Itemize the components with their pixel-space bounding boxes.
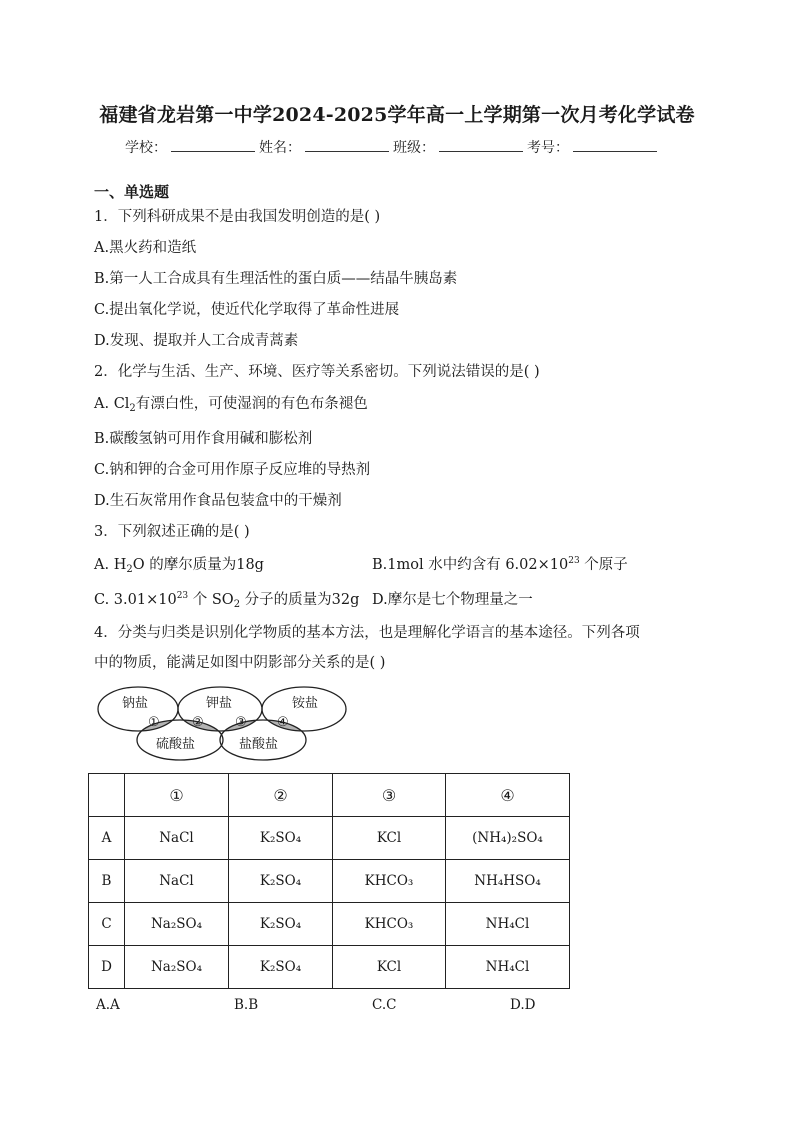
table-header-cell: ④ [446, 774, 570, 817]
answer-choice-d: D.D [510, 997, 536, 1013]
q3-option-d: D.摩尔是七个物理量之一 [372, 592, 533, 608]
q3-a-prefix: A. H [94, 557, 127, 573]
q2-option-d: D.生石灰常用作食品包装盒中的干燥剂 [94, 493, 342, 509]
q1-option-b: B.第一人工合成具有生理活性的蛋白质——结晶牛胰岛素 [94, 271, 458, 287]
venn-marker-4: ④ [277, 715, 289, 730]
venn-label-ammonium: 铵盐 [292, 696, 319, 711]
q2-option-b: B.碳酸氢钠可用作食用碱和膨松剂 [94, 431, 313, 447]
q1-stem: 1．下列科研成果不是由我国发明创造的是( ) [94, 209, 381, 225]
q1-option-d: D.发现、提取并人工合成青蒿素 [94, 333, 299, 349]
q1-option-c: C.提出氧化学说，使近代化学取得了革命性进展 [94, 302, 400, 318]
q4-stem-line1: 4．分类与归类是识别化学物质的基本方法，也是理解化学语言的基本途径。下列各项 [94, 625, 640, 641]
table-row [89, 903, 570, 946]
table-cell: Na₂SO₄ [125, 946, 229, 989]
table-header-row [89, 774, 570, 817]
venn-diagram [96, 685, 348, 761]
exam-number-blank[interactable] [573, 137, 657, 152]
venn-label-potassium: 钾盐 [206, 696, 233, 711]
table-cell: NaCl [125, 860, 229, 903]
row-label: B [89, 860, 125, 903]
q3-b-prefix: B.1mol 水中约含有 6.02×10 [372, 557, 569, 573]
q3-b-rest: 个原子 [579, 557, 628, 573]
q3-option-a [94, 553, 264, 575]
q3-option-c [94, 588, 359, 610]
class-blank[interactable] [439, 137, 523, 152]
venn-marker-2: ② [192, 715, 204, 730]
q2-stem: 2．化学与生活、生产、环境、医疗等关系密切。下列说法错误的是( ) [94, 364, 540, 380]
table-cell: KHCO₃ [333, 860, 446, 903]
q3-stem: 3．下列叙述正确的是( ) [94, 524, 250, 540]
q3-c-exponent: 23 [176, 591, 189, 601]
table-header-cell [89, 774, 125, 817]
venn-label-sodium: 钠盐 [122, 696, 149, 711]
table-header-cell: ③ [333, 774, 446, 817]
q2-a-prefix: A. Cl [94, 396, 130, 412]
q4-stem-line2: 中的物质，能满足如图中阴影部分关系的是( ) [94, 655, 386, 671]
table-cell: KCl [333, 817, 446, 860]
q3-option-b [372, 553, 628, 574]
row-label: C [89, 903, 125, 946]
table-cell: K₂SO₄ [229, 903, 333, 946]
table-cell: NH₄Cl [446, 903, 570, 946]
row-label: A [89, 817, 125, 860]
q2-a-subscript: 2 [129, 403, 136, 414]
table-row [89, 946, 570, 989]
table-row [89, 860, 570, 903]
exam-title: 福建省龙岩第一中学2024-2025学年高一上学期第一次月考化学试卷 [99, 104, 695, 126]
venn-marker-1: ① [148, 715, 160, 730]
table-header-cell: ② [229, 774, 333, 817]
table-cell: NH₄HSO₄ [446, 860, 570, 903]
venn-marker-3: ③ [235, 715, 247, 730]
q3-c-subscript: 2 [233, 599, 241, 610]
venn-label-chloride: 盐酸盐 [239, 737, 279, 752]
answer-choice-b: B.B [234, 997, 259, 1013]
table-row [89, 817, 570, 860]
table-cell: KHCO₃ [333, 903, 446, 946]
row-label: D [89, 946, 125, 989]
table-cell: K₂SO₄ [229, 946, 333, 989]
school-label: 学校： [125, 140, 167, 156]
q3-b-exponent: 23 [568, 556, 580, 566]
exam-number-label: 考号： [527, 140, 569, 156]
options-table [88, 773, 570, 989]
class-label: 班级： [393, 140, 435, 156]
school-blank[interactable] [171, 137, 255, 152]
name-blank[interactable] [305, 137, 389, 152]
q3-c-prefix: C. 3.01×10 [94, 592, 177, 608]
table-cell: K₂SO₄ [229, 817, 333, 860]
name-label: 姓名： [259, 140, 301, 156]
table-cell: NaCl [125, 817, 229, 860]
q2-option-c: C.钠和钾的合金可用作原子反应堆的导热剂 [94, 462, 371, 478]
q2-option-a [94, 392, 368, 414]
section-heading: 一、单选题 [94, 183, 170, 201]
table-cell: Na₂SO₄ [125, 903, 229, 946]
table-cell: (NH₄)₂SO₄ [446, 817, 570, 860]
table-cell: NH₄Cl [446, 946, 570, 989]
q2-a-rest: 有漂白性，可使湿润的有色布条褪色 [135, 396, 368, 412]
table-header-cell: ① [125, 774, 229, 817]
table-cell: KCl [333, 946, 446, 989]
q3-a-subscript: 2 [126, 564, 133, 575]
answer-choice-a: A.A [96, 997, 120, 1013]
answer-choice-c: C.C [372, 997, 397, 1013]
q1-option-a: A.黑火药和造纸 [94, 240, 197, 256]
q3-c-mid: 个 SO [188, 592, 234, 608]
q3-a-rest: O 的摩尔质量为18g [132, 557, 264, 573]
table-cell: K₂SO₄ [229, 860, 333, 903]
q3-c-rest: 分子的质量为32g [240, 592, 360, 608]
student-info-line [125, 137, 661, 157]
venn-label-sulfate: 硫酸盐 [156, 737, 196, 752]
